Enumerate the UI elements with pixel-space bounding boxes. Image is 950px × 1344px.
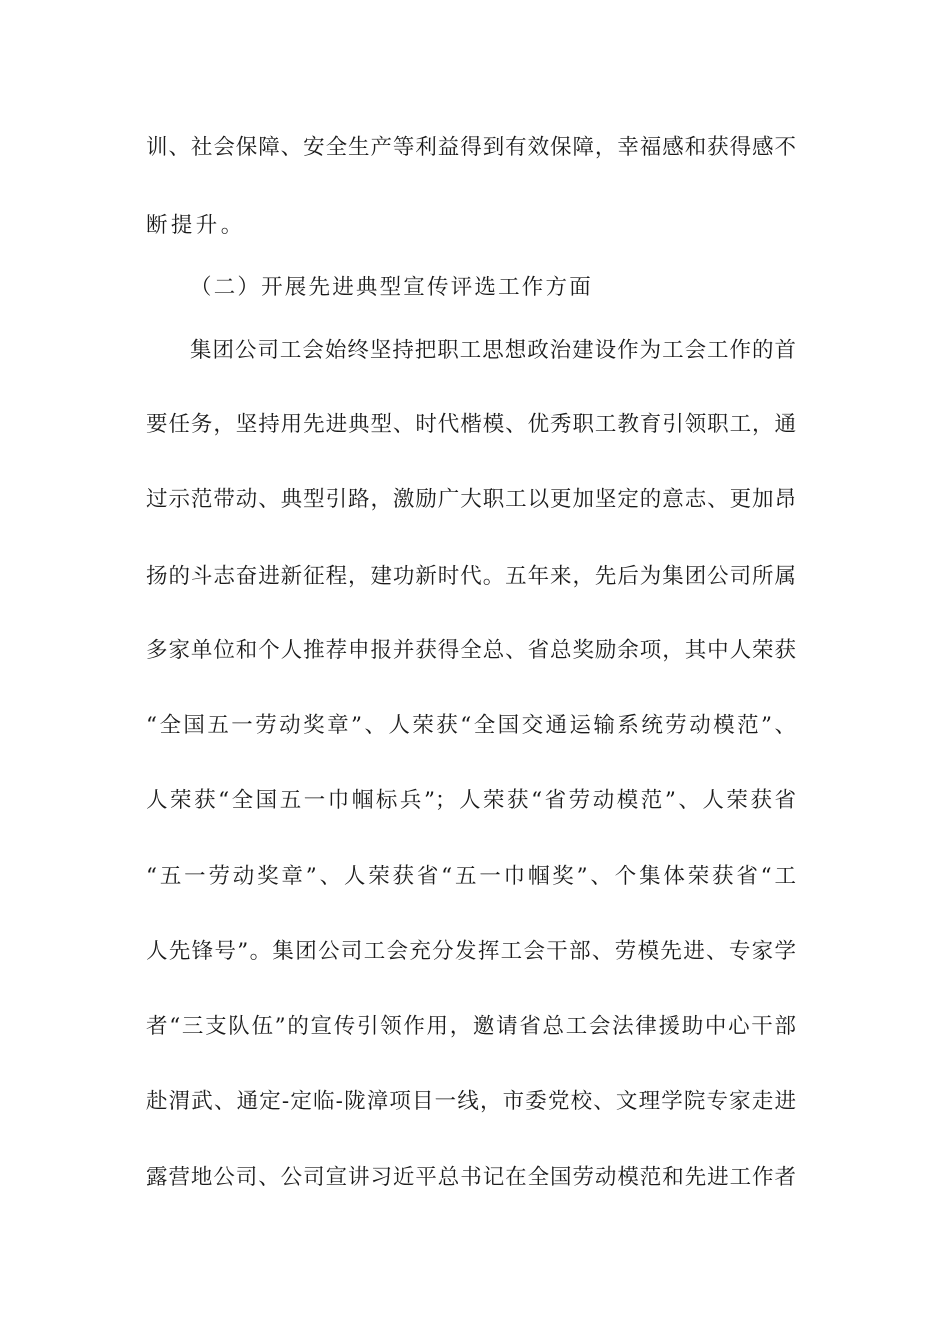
paragraph-line: “五一劳动奖章”、人荣获省“五一巾帼奖”、个集体荣获省“工 <box>146 864 796 889</box>
paragraph-line: 人先锋号”。集团公司工会充分发挥工会干部、劳模先进、专家学 <box>146 939 796 964</box>
paragraph-line: 断提升。 <box>146 213 246 238</box>
paragraph-line: 过示范带动、典型引路，激励广大职工以更加坚定的意志、更加昂 <box>146 487 796 512</box>
section-heading: （二）开展先进典型宣传评选工作方面 <box>190 275 593 300</box>
paragraph-line: 集团公司工会始终坚持把职工思想政治建设作为工会工作的首 <box>190 338 796 363</box>
paragraph-line: 者“三支队伍”的宣传引领作用，邀请省总工会法律援助中心干部 <box>146 1014 796 1039</box>
paragraph-line: 要任务，坚持用先进典型、时代楷模、优秀职工教育引领职工，通 <box>146 412 796 437</box>
paragraph-line: 训、社会保障、安全生产等利益得到有效保障，幸福感和获得感不 <box>146 135 796 160</box>
paragraph-line: 扬的斗志奋进新征程，建功新时代。五年来，先后为集团公司所属 <box>146 564 796 589</box>
paragraph-line: 人荣获“全国五一巾帼标兵”；人荣获“省劳动模范”、人荣获省 <box>146 788 796 813</box>
paragraph-line: 露营地公司、公司宣讲习近平总书记在全国劳动模范和先进工作者 <box>146 1165 796 1190</box>
paragraph-line: “全国五一劳动奖章”、人荣获“全国交通运输系统劳动模范”、 <box>146 713 796 738</box>
paragraph-line: 赴渭武、通定-定临-陇漳项目一线，市委党校、文理学院专家走进 <box>146 1089 796 1114</box>
paragraph-line: 多家单位和个人推荐申报并获得全总、省总奖励余项，其中人荣获 <box>146 638 796 663</box>
